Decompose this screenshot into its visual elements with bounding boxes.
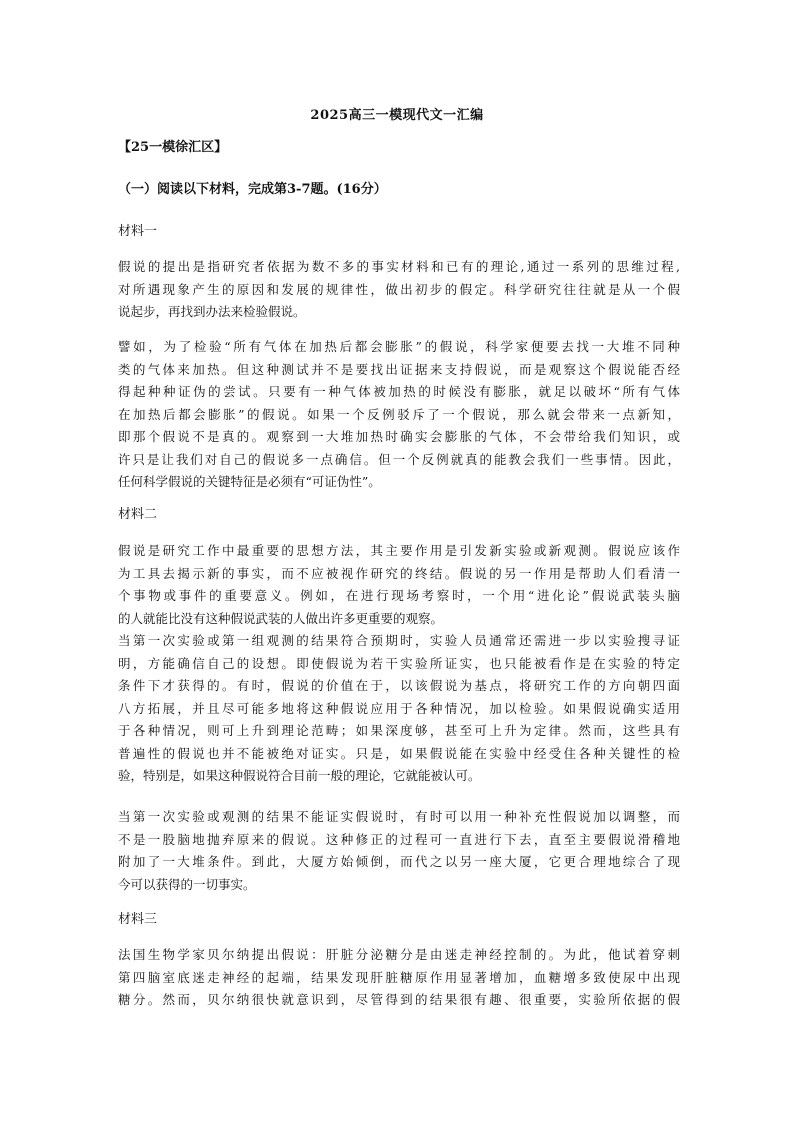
text-line: 对所遇现象产生的原因和发展的规律性，做出初步的假定。科学研究往往就是从一个假 <box>118 281 680 297</box>
text-line: 即那个假说不是真的。观察到一大堆加热时确实会膨胀的气体，不会带给我们知识，或 <box>118 429 680 444</box>
material-1-heading: 材料一 <box>118 224 158 239</box>
material-3-heading: 材料三 <box>118 912 158 927</box>
text-line: 当第一次实验或第一组观测的结果符合预期时，实验人员通常还需进一步以实验搜寻证 <box>118 633 680 648</box>
text-line: 当第一次实验或观测的结果不能证实假说时，有时可以用一种补充性假说加以调整，而 <box>118 809 680 824</box>
question-instruction: （一）阅读以下材料，完成第3-7题。(16分） <box>118 182 387 197</box>
material-1-paragraph-1 <box>118 256 680 324</box>
text-line: 今可以获得的一切事实。 <box>118 876 256 892</box>
material-2-heading: 材料二 <box>118 507 158 522</box>
text-line: 法国生物学家贝尔纳提出假说：肝脏分泌糖分是由迷走神经控制的。为此，他试着穿刺 <box>118 947 680 962</box>
text-line: 普遍性的假说也并不能被绝对证实。只是，如果假说能在实验中经受住各种关键性的检 <box>118 745 680 761</box>
text-line: 第四脑室底迷走神经的起端，结果发现肝脏糖原作用显著增加，血糖增多致使尿中出现 <box>118 969 680 985</box>
text-line: 八方拓展，并且尽可能多地将这种假说应用于各种情况，加以检验。如果假说确实适用 <box>118 700 680 716</box>
text-line: 个事物或事件的重要意义。例如，在进行现场考察时，一个用“进化论”假说武装头脑 <box>118 588 680 603</box>
text-line: 类的气体来加热。但这种测试并不是要找出证据来支持假说，而是观察这个假说能否经 <box>118 361 680 377</box>
text-line: 假说的提出是指研究者依据为数不多的事实材料和已有的理论,通过一系列的思维过程, <box>118 259 680 274</box>
text-line: 在加热后都会膨胀”的假说。如果一个反例驳斥了一个假说，那么就会带来一点新知， <box>118 406 680 422</box>
material-1-paragraph-2 <box>118 336 680 494</box>
text-line: 得起种种证伪的尝试。只要有一种气体被加热的时候没有膨胀，就足以破坏“所有气体 <box>118 384 680 399</box>
material-2-paragraph-3 <box>118 806 680 896</box>
text-line: 明，方能确信自己的设想。即使假说为若干实验所证实，也只能被看作是在实验的特定 <box>118 655 680 671</box>
text-line: 糖分。然而，贝尔纳很快就意识到，尽管得到的结果很有趣、很重要，实验所依据的假 <box>118 992 680 1007</box>
text-line: 譬如，为了检验“所有气体在加热后都会膨胀”的假说，科学家便要去找一大堆不同种 <box>118 339 680 354</box>
text-line: 的人就能比没有这种假说武装的人做出许多更重要的观察。 <box>118 610 444 626</box>
text-line: 不是一股脑地抛弃原来的假说。这种修正的过程可一直进行下去，直至主要假说滑稽地 <box>118 831 680 847</box>
material-3-paragraph-1 <box>118 944 680 1012</box>
text-line: 条件下才获得的。有时，假说的价值在于，以该假说为基点，将研究工作的方向朝四面 <box>118 678 680 693</box>
text-line: 说起步，再找到办法来检验假说。 <box>118 304 306 319</box>
document-title: 2025高三一模现代文一汇编 <box>310 108 484 123</box>
material-2-paragraph-1 <box>118 540 680 630</box>
text-line: 验，特别是，如果这种假说符合目前一般的理论，它就能被认可。 <box>118 768 481 783</box>
text-line: 任何科学假说的关键特征是必须有“可证伪性”。 <box>118 474 381 489</box>
text-line: 于各种情况，则可上升到理论范畴；如果深度够，甚至可上升为定律。然而，这些具有 <box>118 723 680 738</box>
section-district-label: 【25一模徐汇区】 <box>118 140 228 155</box>
text-line: 附加了一大堆条件。到此，大厦方始倾倒，而代之以另一座大厦，它更合理地综合了现 <box>118 854 680 869</box>
text-line: 许只是让我们对自己的假说多一点确信。但一个反例就真的能教会我们一些事情。因此， <box>118 451 680 467</box>
text-line: 为工具去揭示新的事实，而不应被视作研究的终结。假说的另一作用是帮助人们看清一 <box>118 565 680 581</box>
text-line: 假说是研究工作中最重要的思想方法，其主要作用是引发新实验或新观测。假说应该作 <box>118 543 680 558</box>
material-2-paragraph-2 <box>118 630 680 788</box>
